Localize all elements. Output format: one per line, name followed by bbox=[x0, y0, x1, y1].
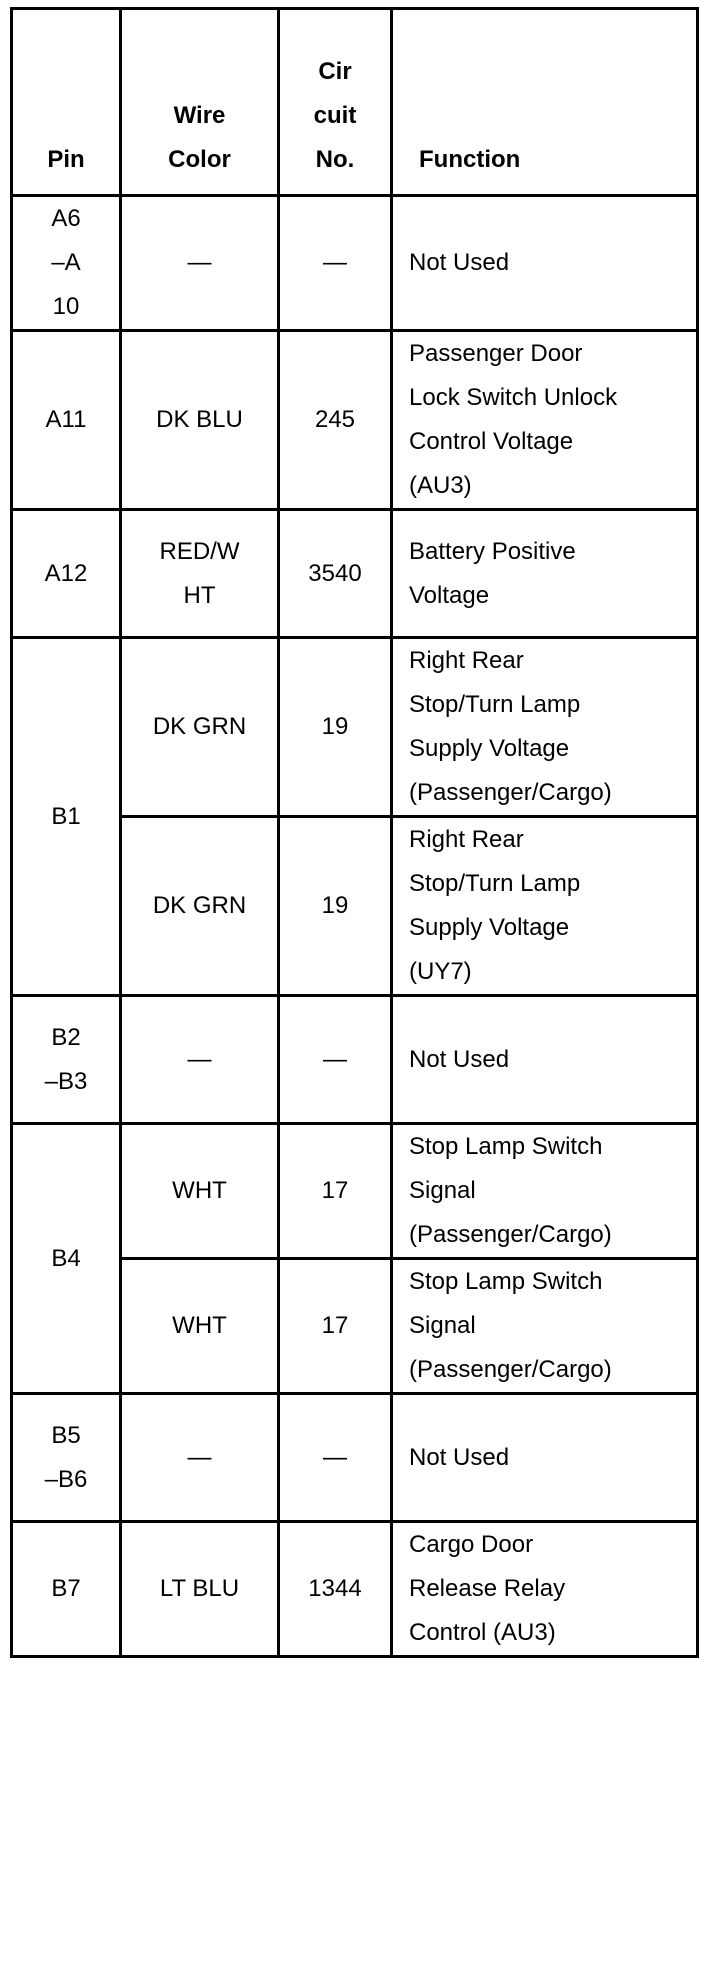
function-cell bbox=[392, 196, 698, 331]
circuit-number-column-header bbox=[279, 9, 392, 196]
function-line: Control Voltage bbox=[409, 428, 574, 455]
function-line: (Passenger/Cargo) bbox=[409, 1221, 612, 1248]
pin-cell bbox=[12, 1124, 121, 1394]
function-line: Stop Lamp Switch bbox=[409, 1268, 603, 1295]
function-line: Stop/Turn Lamp bbox=[409, 870, 581, 897]
function-line: Lock Switch Unlock bbox=[409, 384, 618, 411]
function-line: Right Rear bbox=[409, 826, 524, 853]
pin-line: B7 bbox=[51, 1575, 81, 1602]
wire-color-line: RED/W bbox=[159, 537, 240, 565]
wire-color-column-header-line: Wire bbox=[173, 102, 226, 129]
circuit-number-column-header-line: Cir bbox=[318, 58, 352, 85]
wire-color-cell bbox=[121, 1394, 279, 1522]
circuit-number-line: — bbox=[323, 249, 347, 276]
function-line: Not Used bbox=[409, 1443, 510, 1471]
wire-color-cell bbox=[121, 1522, 279, 1657]
wire-color-line: LT BLU bbox=[159, 1575, 240, 1602]
pin-line: B2 bbox=[51, 1023, 81, 1051]
table-row bbox=[12, 1124, 698, 1259]
pin-line: A6 bbox=[51, 205, 81, 232]
function-cell bbox=[392, 1259, 698, 1394]
function-line: Voltage bbox=[409, 581, 490, 609]
function-cell bbox=[392, 1394, 698, 1522]
function-cell bbox=[392, 1522, 698, 1657]
function-line: Signal bbox=[409, 1312, 476, 1339]
table-row bbox=[12, 996, 698, 1124]
function-line: Battery Positive bbox=[409, 537, 576, 565]
wire-color-cell bbox=[121, 510, 279, 638]
function-line: Supply Voltage bbox=[409, 735, 570, 762]
circuit-number-cell bbox=[279, 638, 392, 817]
circuit-number-line: — bbox=[323, 1045, 347, 1073]
wire-color-line: — bbox=[187, 1443, 212, 1471]
table-body bbox=[12, 196, 698, 1657]
circuit-number-cell bbox=[279, 510, 392, 638]
pin-cell bbox=[12, 196, 121, 331]
function-cell bbox=[392, 510, 698, 638]
circuit-number-cell bbox=[279, 196, 392, 331]
function-line: Supply Voltage bbox=[409, 914, 570, 941]
function-line: Not Used bbox=[409, 249, 510, 276]
pin-cell bbox=[12, 510, 121, 638]
function-column-header-line: Function bbox=[419, 146, 521, 173]
function-cell bbox=[392, 638, 698, 817]
circuit-number-cell bbox=[279, 1124, 392, 1259]
pin-column-header-line: Pin bbox=[47, 146, 85, 173]
circuit-number-line: 3540 bbox=[308, 559, 362, 587]
pin-line: –B3 bbox=[44, 1067, 88, 1095]
function-line: Signal bbox=[409, 1177, 476, 1204]
table-row bbox=[12, 196, 698, 331]
circuit-number-column-header-line: cuit bbox=[313, 102, 357, 129]
circuit-number-cell bbox=[279, 1522, 392, 1657]
pin-line: –A bbox=[51, 249, 81, 276]
wire-color-line: — bbox=[187, 249, 212, 276]
table-row bbox=[12, 1522, 698, 1657]
function-cell bbox=[392, 817, 698, 996]
circuit-number-cell bbox=[279, 331, 392, 510]
table-row bbox=[12, 510, 698, 638]
function-cell bbox=[392, 996, 698, 1124]
function-line: (Passenger/Cargo) bbox=[409, 779, 612, 806]
circuit-number-line: 17 bbox=[321, 1312, 349, 1339]
circuit-number-cell bbox=[279, 817, 392, 996]
function-line: (UY7) bbox=[409, 958, 472, 985]
function-line: Cargo Door bbox=[409, 1531, 534, 1558]
wire-color-line: WHT bbox=[172, 1312, 227, 1339]
wire-color-line: DK BLU bbox=[156, 406, 243, 433]
circuit-number-line: 1344 bbox=[308, 1575, 362, 1602]
circuit-number-line: 17 bbox=[321, 1177, 349, 1204]
table-row bbox=[12, 331, 698, 510]
circuit-number-cell bbox=[279, 1259, 392, 1394]
wire-color-cell bbox=[121, 638, 279, 817]
pin-line: B1 bbox=[51, 802, 81, 830]
pin-cell bbox=[12, 1394, 121, 1522]
table-row bbox=[12, 1394, 698, 1522]
pin-line: –B6 bbox=[44, 1465, 88, 1493]
header-row bbox=[12, 9, 698, 196]
wire-color-column-header bbox=[121, 9, 279, 196]
wire-color-line: HT bbox=[183, 581, 216, 609]
function-line: Stop/Turn Lamp bbox=[409, 691, 581, 718]
wire-color-column-header-line: Color bbox=[168, 146, 231, 173]
table-row bbox=[12, 638, 698, 817]
wire-color-line: — bbox=[187, 1045, 212, 1073]
circuit-number-line: 245 bbox=[314, 406, 356, 433]
wire-color-cell bbox=[121, 817, 279, 996]
circuit-number-line: 19 bbox=[321, 713, 349, 740]
function-cell bbox=[392, 1124, 698, 1259]
function-line: Right Rear bbox=[409, 647, 524, 674]
wire-color-line: DK GRN bbox=[152, 713, 247, 740]
function-line: Not Used bbox=[409, 1045, 510, 1073]
function-line: (AU3) bbox=[409, 472, 472, 499]
wire-color-cell bbox=[121, 196, 279, 331]
function-line: Release Relay bbox=[409, 1575, 566, 1602]
wire-color-cell bbox=[121, 1259, 279, 1394]
pin-cell bbox=[12, 331, 121, 510]
function-line: Stop Lamp Switch bbox=[409, 1133, 603, 1160]
function-cell bbox=[392, 331, 698, 510]
circuit-number-cell bbox=[279, 1394, 392, 1522]
wire-color-line: DK GRN bbox=[152, 892, 247, 919]
pin-cell bbox=[12, 638, 121, 996]
circuit-number-column-header-line: No. bbox=[315, 146, 355, 173]
pin-column-header bbox=[12, 9, 121, 196]
circuit-number-line: — bbox=[323, 1443, 347, 1471]
pin-line: A11 bbox=[45, 406, 87, 433]
circuit-number-cell bbox=[279, 996, 392, 1124]
function-line: Control (AU3) bbox=[409, 1619, 556, 1646]
function-line: Passenger Door bbox=[409, 340, 583, 367]
connector-pinout-table bbox=[10, 7, 699, 1658]
wire-color-cell bbox=[121, 1124, 279, 1259]
function-line: (Passenger/Cargo) bbox=[409, 1356, 612, 1383]
pin-line: B5 bbox=[51, 1421, 81, 1449]
wire-color-line: WHT bbox=[172, 1177, 227, 1204]
pin-line: A12 bbox=[44, 559, 88, 587]
function-column-header bbox=[392, 9, 698, 196]
wire-color-cell bbox=[121, 996, 279, 1124]
wire-color-cell bbox=[121, 331, 279, 510]
pin-line: 10 bbox=[52, 293, 80, 320]
pin-cell bbox=[12, 1522, 121, 1657]
pin-cell bbox=[12, 996, 121, 1124]
pin-line: B4 bbox=[51, 1244, 81, 1272]
circuit-number-line: 19 bbox=[321, 892, 349, 919]
